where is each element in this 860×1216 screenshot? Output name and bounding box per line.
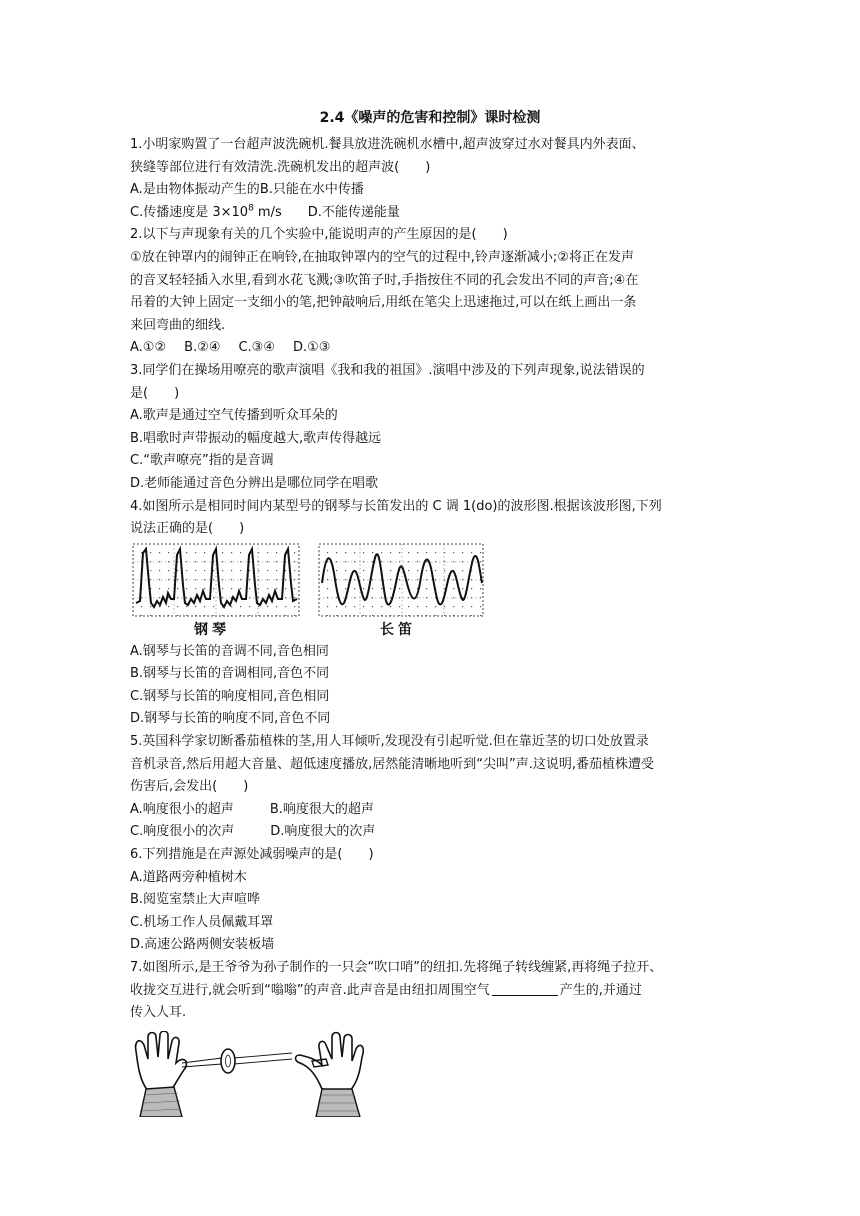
q5-options-row-2 bbox=[130, 821, 730, 844]
worksheet bbox=[130, 108, 730, 1117]
q3-option-c: C.“歌声嘹亮”指的是音调 bbox=[130, 453, 274, 469]
q6-option-a: A.道路两旁种植树木 bbox=[130, 869, 247, 885]
question-6 bbox=[130, 844, 730, 957]
question-7 bbox=[130, 957, 730, 1117]
q1-option-c-exponent: 8 bbox=[248, 203, 254, 214]
q7-stem-line-2-post: 产生的,并通过 bbox=[559, 982, 642, 998]
q4-stem-line-2: 说法正确的是( ) bbox=[130, 521, 245, 537]
page-title: 2.4《噪声的危害和控制》课时检测 bbox=[319, 110, 541, 126]
q3-option-a: A.歌声是通过空气传播到听众耳朵的 bbox=[130, 408, 338, 424]
q1-option-d: D.不能传递能量 bbox=[307, 204, 400, 220]
q2-body-line-3: 吊着的大钟上固定一支细小的笔,把钟敲响后,用纸在笔尖上迅速拖过,可以在纸上画出一条 bbox=[130, 295, 637, 311]
question-4 bbox=[130, 496, 730, 732]
q3-stem-line-2: 是( ) bbox=[130, 385, 180, 401]
question-5 bbox=[130, 731, 730, 844]
q3-option-b: B.唱歌时声带振动的幅度越大,歌声传得越远 bbox=[130, 430, 382, 446]
q1-option-c-unit: m/s bbox=[253, 204, 282, 220]
q7-stem-line-2-pre: 收拢交互进行,就会听到“嗡嗡”的声音.此声音是由纽扣周围空气 bbox=[130, 982, 490, 998]
question-1 bbox=[130, 134, 730, 224]
q4-option-d: D.钢琴与长笛的响度不同,音色不同 bbox=[130, 711, 331, 727]
q1-option-b: B.只能在水中传播 bbox=[259, 182, 364, 198]
q1-stem-line-2: 狭缝等部位进行有效清洗.洗碗机发出的超声波( ) bbox=[130, 159, 431, 175]
q1-option-c bbox=[130, 205, 282, 220]
q6-option-d: D.高速公路两侧安装板墙 bbox=[130, 937, 275, 953]
q2-stem: 2.以下与声现象有关的几个实验中,能说明声的产生原因的是( ) bbox=[130, 227, 508, 243]
q5-option-d: D.响度很大的次声 bbox=[270, 824, 376, 840]
q2-option-b: B.②④ bbox=[184, 340, 221, 356]
q5-option-a: A.响度很小的超声 bbox=[130, 801, 234, 817]
hands-with-button-image bbox=[130, 1031, 370, 1117]
q3-option-d: D.老师能通过音色分辨出是哪位同学在唱歌 bbox=[130, 475, 379, 491]
button-whistle-figure bbox=[130, 1031, 730, 1117]
q6-stem: 6.下列措施是在声源处减弱噪声的是( ) bbox=[130, 847, 374, 863]
q7-stem-line-2 bbox=[130, 980, 730, 1003]
q2-body-line-4: 来回弯曲的细线. bbox=[130, 317, 226, 333]
q5-stem-line-1: 5.英国科学家切断番茄植株的茎,用人耳倾听,发现没有引起听觉.但在靠近茎的切口处放置录 bbox=[130, 734, 649, 750]
q7-stem-line-3: 传入人耳. bbox=[130, 1005, 187, 1021]
q2-option-c: C.③④ bbox=[238, 340, 275, 356]
q5-options-row-1 bbox=[130, 799, 730, 822]
q5-option-b: B.响度很大的超声 bbox=[269, 801, 374, 817]
flute-waveform-image bbox=[318, 543, 486, 619]
q7-stem-line-1: 7.如图所示,是王爷爷为孙子制作的一只会“吹口哨”的纽扣.先将绳子转线缠紧,再将绳子拉开、 bbox=[130, 960, 663, 975]
question-3 bbox=[130, 360, 730, 496]
q2-body-line-2: 的音叉轻轻插入水里,看到水花飞溅;③吹笛子时,手指按住不同的孔会发出不同的声音;④在 bbox=[130, 272, 639, 288]
q6-option-c: C.机场工作人员佩戴耳罩 bbox=[130, 914, 274, 930]
q1-option-c-text: C.传播速度是 3×10 bbox=[130, 204, 249, 220]
q4-option-a: A.钢琴与长笛的音调不同,音色相同 bbox=[130, 643, 329, 659]
q4-stem-line-1: 4.如图所示是相同时间内某型号的钢琴与长笛发出的 C 调 1(do)的波形图.根据该波形图,下列 bbox=[130, 498, 662, 514]
q3-stem-line-1: 3.同学们在操场用嘹亮的歌声演唱《我和我的祖国》.演唱中涉及的下列声现象,说法错误的 bbox=[130, 362, 645, 378]
q2-options bbox=[130, 337, 730, 360]
waveform-figure bbox=[130, 543, 730, 639]
q5-option-c: C.响度很小的次声 bbox=[130, 824, 235, 840]
q1-options-row-1 bbox=[130, 179, 730, 202]
piano-waveform-image bbox=[132, 543, 302, 619]
q2-option-a: A.①② bbox=[130, 340, 167, 356]
piano-label: 钢琴 bbox=[194, 621, 230, 638]
q2-option-d: D.①③ bbox=[293, 340, 331, 356]
q1-stem-line-1: 1.小明家购置了一台超声波洗碗机.餐具放进洗碗机水槽中,超声波穿过水对餐具内外表面、 bbox=[130, 137, 645, 152]
q1-options-row-2 bbox=[130, 202, 730, 225]
question-2 bbox=[130, 224, 730, 360]
q2-body-line-1: ①放在钟罩内的闹钟正在响铃,在抽取钟罩内的空气的过程中,铃声逐渐减小;②将正在发声 bbox=[130, 249, 634, 265]
q4-option-c: C.钢琴与长笛的响度相同,音色相同 bbox=[130, 688, 330, 704]
answer-blank bbox=[492, 981, 558, 996]
flute-label: 长笛 bbox=[380, 621, 416, 638]
q5-stem-line-3: 伤害后,会发出( ) bbox=[130, 779, 249, 795]
q4-option-b: B.钢琴与长笛的音调相同,音色不同 bbox=[130, 666, 330, 682]
q1-option-a: A.是由物体振动产生的 bbox=[130, 182, 260, 198]
q6-option-b: B.阅览室禁止大声喧哗 bbox=[130, 892, 261, 908]
q5-stem-line-2: 音机录音,然后用超大音量、超低速度播放,居然能清晰地听到“尖叫”声.这说明,番茄植株遭受 bbox=[130, 756, 654, 772]
